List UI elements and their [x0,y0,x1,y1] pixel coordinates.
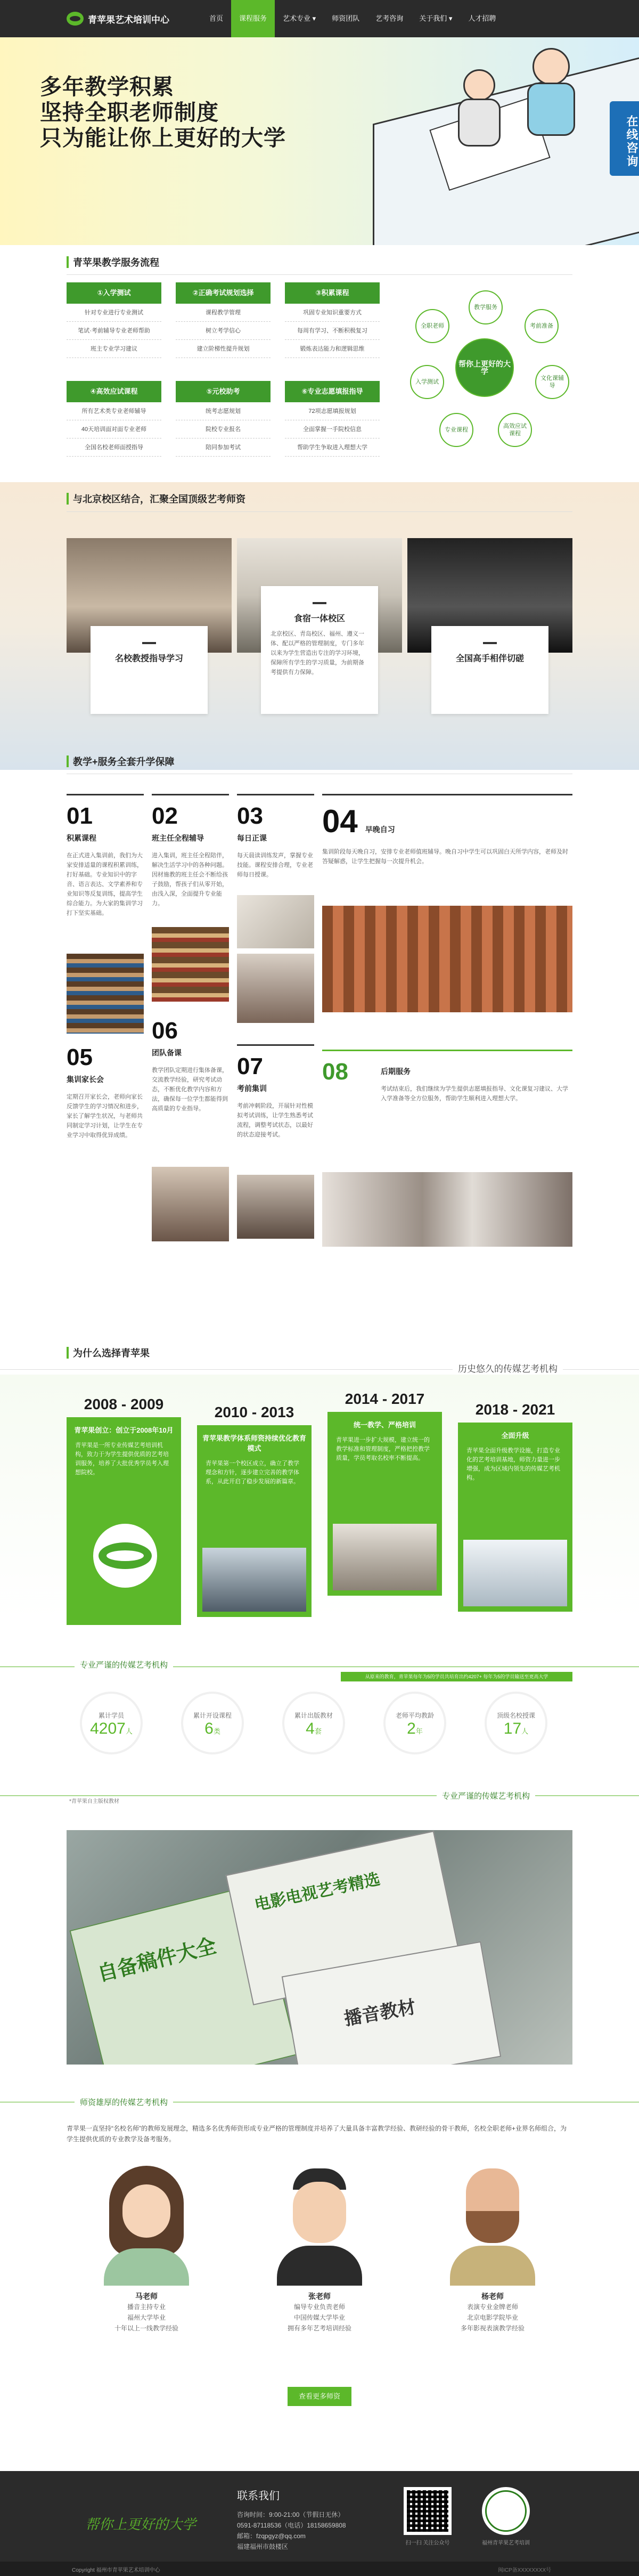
timeline-year: 2018 - 2021 [475,1401,555,1418]
timeline-intro: 青苹果创立：创立于2008年10月 [74,1426,174,1434]
textbook-title: 播音教材 [342,1997,417,2030]
card-title: 食宿一体校区 [293,614,345,623]
teacher-avatar-yang [434,2160,551,2283]
stat-unit: 类 [213,1727,220,1735]
stat-label: 累计出版教材 [294,1712,333,1719]
cycle-node: 考前准备 [525,309,559,343]
teacher-desc: 播音主持专业 [127,2303,166,2311]
divider [67,274,572,275]
process-column [67,282,161,358]
timeline-text: 青苹果第一个校区成立，确立了教学理念和方针，逐步建立完善的教学体系，从此开启了稳步发展的新篇章。 [206,1460,299,1485]
team-photo [152,1167,229,1241]
support-num: 04 [322,803,358,839]
teacher-name: 杨老师 [481,2292,504,2301]
support-text: 定期召开家长会，老师向家长反馈学生的学习情况和进步，家长了解学生状况，与老师共同制定学习计划，让学生在专业学习中取得优异成绩。 [67,1094,143,1139]
timeline-photo [463,1540,567,1606]
textbooks-photo [67,1830,572,2065]
support-title: 积累课程 [67,834,96,842]
timeline-photo [202,1548,306,1612]
process-item: 统考志愿规划 [176,402,271,420]
support-item [152,794,229,908]
teacher-name: 马老师 [135,2292,158,2301]
section-heading-support [67,754,175,769]
campus-card [91,626,208,714]
stat-unit: 套 [314,1727,322,1735]
teachers-intro: 青苹果一直坚持“名校名师”的教师发展理念，精选多名优秀师资形成专业严格的管理制度并培养了大量具备丰富教学经验、教研经验的骨干教师，名校全职老师+业界名师组合，为学生提供优质的专业教学及备考服务。 [67,2125,567,2143]
process-item: 院校专业报名 [176,420,271,438]
support-text: 教学团队定期进行集体备课，交流教学经验，研究考试动态，不断优化教学内容和方法，确保每一位学生都能得到高质量的专业指导。 [152,1067,228,1112]
teacher-desc: 福州大学毕业 [127,2314,166,2321]
support-title: 早晚自习 [365,825,395,834]
timeline-card [197,1425,312,1617]
section-heading-process [67,255,159,270]
timeline-intro: 全面升级 [501,1432,529,1440]
icp-text[interactable]: 闽ICP备XXXXXXXX号 [498,2567,552,2573]
process-item: 帮助学生争取进入理想大学 [285,438,380,457]
cycle-node: 教学服务 [469,290,503,324]
teacher-card [250,2291,389,2334]
stats-label: 专业严谨的传媒艺考机构 [75,1659,173,1670]
process-column [67,381,161,457]
process-head: ⑥专业志愿填报指导 [285,381,380,402]
cycle-node: 全职老师 [415,309,449,343]
leaf-logo-icon [93,1524,157,1588]
support-item [152,1018,229,1114]
footer-slogan: 帮你上更好的大学 [85,2517,196,2533]
stat-value: 2 [407,1720,416,1737]
footer-line: 0591-87118536（电话）18158659808 [237,2522,346,2529]
timeline-text: 青苹果全面升级教学设施，打造专业化的艺考培训基地，师资力量进一步增强，成为区域内领先的传媒艺考机构。 [466,1448,560,1481]
process-item: 40天培训面对面专业老师 [67,420,161,438]
support-text: 进入集训，班主任全程陪伴，解决生活学习中的各种问题。因材施教的班主任会不断给孩子鼓励，帮孩子们从零开始，由浅入深，全面提升专业能力。 [152,852,228,907]
process-item: 课程教学管理 [176,304,271,322]
campus-card [261,586,378,714]
nav-item-about-label: 关于我们 [419,14,447,22]
hero-banner [0,37,639,245]
stat-circle [80,1692,143,1754]
qr-caption: 扫一扫 关注公众号 [405,2540,450,2546]
process-head: ①入学测试 [67,282,161,304]
footer [0,2471,639,2576]
teacher-desc: 拥有多年艺考培训经验 [287,2325,351,2332]
stat-unit: 人 [521,1727,529,1735]
stats-banner: 从原来的教育，青苹果每年为5的学员共培育出约4207+ 每年为5的学员输送至更高大学 [341,1672,572,1681]
footer-line: 邮箱：fzqpgyz@qq.com [237,2532,306,2540]
process-item: 每周有学习、不断积极复习 [285,322,380,340]
class-photo [237,895,314,948]
stat-value: 4207 [90,1720,126,1737]
timeline-photo [333,1524,437,1590]
stat-circle [485,1692,547,1754]
nav-item-majors[interactable] [275,0,324,37]
kid-body-illustration [458,99,501,147]
timeline-card [67,1417,181,1625]
stat-circle [383,1692,446,1754]
stat-label: 老师平均教龄 [395,1712,434,1719]
support-title: 团队备课 [152,1049,182,1057]
support-text: 考前冲刺阶段，开展针对性模拟考试训练，让学生熟悉考试流程，调整考试状态，以最好的状态迎接考试。 [237,1103,313,1138]
stat-value: 4 [306,1720,315,1737]
process-head: ⑤元校助考 [176,381,271,402]
teacher-name: 张老师 [308,2292,331,2301]
support-num: 06 [152,1018,178,1044]
teacher-card [423,2291,562,2334]
nav-item-majors-label: 艺术专业 [283,14,311,22]
process-column [285,381,380,457]
online-consult-tab[interactable]: 在线咨询 [610,101,639,176]
timeline-intro: 青苹果教学体系师资持续优化教育模式 [202,1434,307,1452]
kid-head-illustration [463,69,495,101]
seal-caption: 福州青苹果艺考培训 [482,2540,530,2546]
support-num: 05 [67,1044,93,1070]
support-num: 07 [237,1053,263,1079]
exam-photo [237,1175,314,1239]
hero-line-2: 坚持全职老师制度 [40,100,219,125]
nav-item-home[interactable]: 首页 [209,14,224,22]
school-seal-icon [482,2487,530,2535]
process-item: 树立考学信心 [176,322,271,340]
process-column [176,381,271,457]
timeline-year: 2008 - 2009 [84,1396,164,1412]
teachers-label: 师资雄厚的传媒艺考机构 [75,2096,173,2108]
support-text: 集训阶段每天晚自习，安排专业老师值班辅导。晚自习中学生可以巩固白天所学内容，老师及时答疑解惑，让学生把握每一次提升机会。 [322,849,568,865]
footer-line: 福建福州市鼓楼区 [237,2543,289,2550]
support-text: 每天晨读训练发声，掌握专业技能。课程安排合理，专业老师每日授课。 [237,852,313,878]
section-title: 与北京校区结合，汇聚全国顶级艺考师资 [73,494,245,505]
cycle-node: 入学测试 [410,365,444,399]
teacher-desc: 北京电影学院毕业 [466,2314,518,2321]
section-heading-why [67,1345,150,1360]
process-item: 建立阶梯性提升规划 [176,340,271,358]
card-dash [483,642,497,644]
stat-value: 17 [503,1720,522,1737]
footer-line: 咨询时间：9:00-21:00（节假日无休） [237,2511,345,2518]
section-title: 教学+服务全套升学保障 [73,757,175,767]
support-text: 考试结束后，我们继续为学生提供志愿填报指导、文化课复习建议、大学入学准备等全方位服务，帮助学生顺利进入理想大学。 [381,1086,568,1102]
support-item [322,1050,572,1103]
hero-line-1: 多年教学积累 [40,75,174,99]
support-num: 01 [67,803,93,829]
stats-note: *青苹果自主版权教材 [69,1799,119,1805]
nav-item-teachers[interactable]: 师资团队 [332,14,360,22]
logo-text: 青苹果艺术培训中心 [88,14,169,25]
campus-card [431,626,548,714]
section-title: 青苹果教学服务流程 [73,257,159,268]
bookshelf-photo [67,954,144,1034]
process-item: 班主专业学习建议 [67,340,161,358]
card-dash [142,642,156,644]
cycle-center: 帮你上更好的大学 [455,338,514,397]
kid-head-illustration [532,48,570,85]
footer-contact-title: 联系我们 [237,2490,280,2502]
process-head: ④高效应试课程 [67,381,161,402]
timeline-card [458,1423,572,1612]
timeline-card [327,1412,442,1596]
stat-unit: 人 [125,1727,133,1735]
stat-label: 顶级名校授课 [496,1712,535,1719]
support-title: 集训家长会 [67,1075,104,1084]
process-column [285,282,380,358]
timeline-year: 2014 - 2017 [345,1391,425,1407]
site-logo[interactable] [67,10,169,28]
teacher-desc: 编导专业负责老师 [293,2303,345,2311]
card-dash [313,602,326,604]
chevron-down-icon: ▾ [312,14,316,22]
support-num: 02 [152,803,178,829]
history-label: 历史悠久的传媒艺考机构 [453,1361,563,1375]
support-text: 在正式进入集训前，我们为大家安排适量的课程积累训练，打好基础。专业知识中的字音、语言表达、文学素养和专业知识等反复训练，提高学生综合能力。为大家的集训学习打下坚实基础。 [67,852,143,916]
support-item [237,794,314,880]
support-num: 08 [322,1059,348,1085]
support-num: 03 [237,803,263,829]
nav-item-jobs[interactable]: 人才招聘 [468,14,496,22]
process-item: 陪同参加考试 [176,438,271,457]
timeline-text: 青苹果是一所专业传媒艺考培训机构，致力于为学生提供优质的艺考培训服务，培养了大批优秀学员考入理想院校。 [75,1442,169,1476]
support-item [322,794,572,866]
top-nav [0,0,639,37]
textbook-title: 自备稿件大全 [95,1935,219,1986]
process-column [176,282,271,358]
stat-label: 累计开设课程 [193,1712,232,1719]
cycle-node: 高效应试课程 [498,413,532,447]
teacher-desc: 表演专业金牌老师 [466,2303,518,2311]
support-item [237,1044,314,1140]
textbook-title: 电影电视艺考精选 [253,1870,382,1914]
after-service-photo [322,1172,572,1247]
timeline-text: 青苹果进一步扩大规模，建立统一的教学标准和管理制度，严格把控教学质量，学员考取名校率不断提高。 [336,1437,430,1461]
hero-line-3: 只为能让你上更好的大学 [40,126,286,150]
class-photo [237,954,314,1023]
process-item: 72项志愿填报规划 [285,402,380,420]
textbooks-label: 专业严谨的传媒艺考机构 [437,1790,535,1801]
support-title: 后期服务 [381,1067,411,1076]
section-title: 为什么选择青苹果 [73,1348,150,1359]
stat-circle [181,1692,244,1754]
process-item: 所有艺术类专业老师辅导 [67,402,161,420]
bookshelf-photo [152,927,229,1002]
main-menu [201,0,504,37]
qr-code-icon [404,2487,452,2535]
process-item: 全国名校老师面授指导 [67,438,161,457]
process-item: 针对专业进行专业测试 [67,304,161,322]
nav-item-consult[interactable]: 艺考咨询 [375,14,404,22]
cycle-node: 文化课辅导 [535,365,569,399]
support-item [67,1044,144,1140]
support-item [67,794,144,918]
cycle-node: 专业课程 [439,413,473,447]
teacher-avatar-zhang [261,2160,378,2283]
stat-unit: 年 [415,1727,423,1735]
divider [67,511,572,512]
timeline-intro: 统一教学、严格培训 [353,1421,416,1429]
apple-logo-icon [67,12,84,26]
support-title: 考前集训 [237,1084,267,1093]
chevron-down-icon: ▾ [448,14,453,22]
process-item: 锻炼表达能力和逻辑思维 [285,340,380,358]
nav-item-about[interactable] [411,0,460,37]
teacher-card [77,2291,216,2334]
process-head: ②正确考试规划选择 [176,282,271,304]
more-teachers-button[interactable]: 查看更多师资 [288,2387,351,2406]
divider [0,1795,639,1796]
support-title: 班主任全程辅导 [152,834,204,842]
stat-value: 6 [204,1720,214,1737]
copyright-text: Copyright 福州市青苹果艺术培训中心 [72,2567,160,2573]
teacher-desc: 十年以上一线教学经验 [114,2325,178,2332]
study-hall-photo [322,906,572,1012]
timeline-year: 2010 - 2013 [214,1404,294,1420]
teacher-desc: 多年影视表演教学经验 [460,2325,525,2332]
card-title: 全国高手相伴切磋 [455,654,524,663]
kid-body-illustration [527,83,575,136]
section-heading-campus [67,491,245,506]
teacher-avatar-ma [88,2160,205,2283]
footer-contact-lines [237,2509,346,2552]
stat-circle [282,1692,345,1754]
process-item: 全面掌握一手院校信息 [285,420,380,438]
process-item: 巩固专业知识重要方式 [285,304,380,322]
teacher-desc: 中国传媒大学毕业 [293,2314,345,2321]
card-text: 北京校区、青岛校区、福州、遵义一体、配以严格的管理制度，专门多年以来为学生营造出专注的学习环境，保障所有学生的学习质量，为前期备考提供有力保障。 [271,631,364,676]
support-title: 每日正课 [237,834,267,842]
nav-item-courses[interactable]: 课程服务 [231,0,275,37]
stat-label: 累计学员 [98,1712,124,1719]
card-title: 名校教授指导学习 [114,654,183,663]
process-head: ③积累课程 [285,282,380,304]
process-item: 笔试·考前辅导专业老师帮助 [67,322,161,340]
